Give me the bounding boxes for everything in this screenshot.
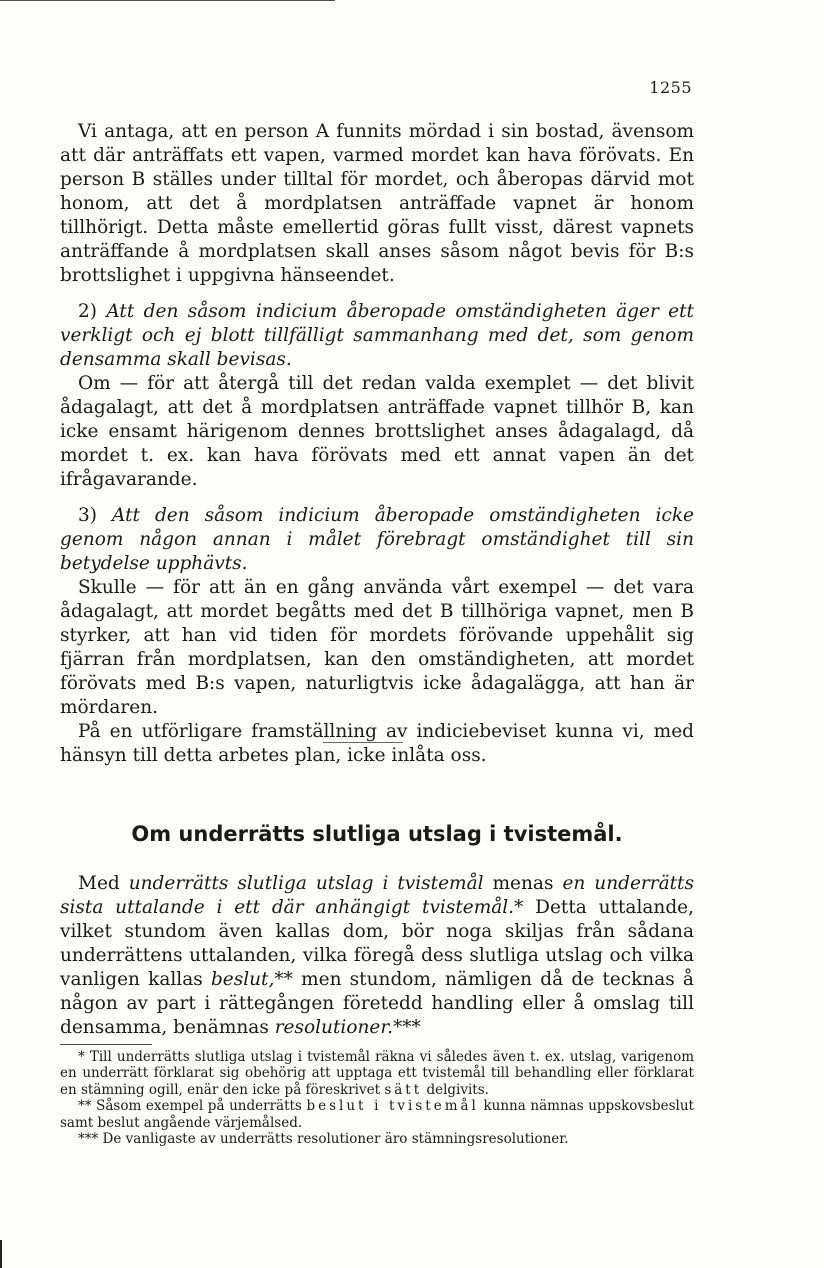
footnote-rule	[60, 1044, 152, 1045]
section-heading: Om underrätts slutliga utslag i tvistemål.	[131, 822, 623, 846]
condition-number: 3)	[78, 505, 97, 526]
text-run: menas	[492, 873, 554, 894]
paragraph-closing: På en utförligare framställning av indiciebeviset kunna vi, med hänsyn till detta arbetes plan, icke inlåta oss.	[60, 721, 694, 766]
spaced-word: sätt	[384, 1081, 423, 1098]
footnote-text: delgivits.	[426, 1081, 489, 1098]
condition-text: Att den såsom indicium åberopade omständigheten icke genom någon annan i målet förebragt omständighet till sin betydelse upphävts.	[60, 505, 694, 574]
text-run: Med	[78, 873, 120, 894]
footnote-text: * Till underrätts slutliga utslag i tvistemål räkna vi således även t. ex. utslag, varigenom en underrätt förklarat sig obehörig att upptaga ett tvistemål till behandling eller förklarat en stämning ogill, enär den icke på föreskrivet	[60, 1049, 694, 1098]
paragraph-example: Vi antaga, att en person A funnits mördad i sin bostad, ävensom att där anträffats ett vapen, varmed mordet kan hava förövats. En person B ställes under tilltal för mordet, och åberopas därvid mot honom, att det å mordplatsen anträffade vapnet är honom tillhörigt. Detta måste emellertid göras fullt visst, därest vapnets anträffande å mordplatsen skall anses såsom något bevis för B:s brottslighet i uppgivna hänseendet.	[60, 121, 694, 286]
condition-2	[60, 300, 694, 372]
page-number: 1255	[649, 78, 692, 97]
condition-text: Att den såsom indicium åberopade omständigheten äger ett verkligt och ej blott tillfälligt sammanhang med det, som genom densamma skall bevisas.	[60, 301, 694, 370]
section-divider	[323, 742, 403, 743]
section-text	[60, 872, 694, 1040]
paragraph-example-2: Om — för att återgå till det redan valda exemplet — det blivit ådagalagt, att det å mordplatsen anträffade vapnet tillhör B, kan icke ensamt härigenom dennes brottslighet anses ådagalagd, då mordet t. ex. kan hava förövats med ett annat vapen än det ifrågavarande.	[60, 373, 694, 490]
condition-3	[60, 504, 694, 576]
text-run: Detta uttalande, vilket stundom även kallas dom, bör noga skiljas från sådana underrättens uttalanden, vilka föregå dess slutliga utslag och vilka vanligen kallas	[60, 897, 694, 990]
italic-definition: en underrätts sista uttalande i ett där anhängigt tvistemål.*	[60, 873, 694, 918]
italic-term: resolutioner.***	[274, 1017, 421, 1038]
footnote-2	[60, 1098, 694, 1131]
main-text	[60, 120, 694, 768]
section-paragraph	[60, 872, 694, 1040]
footnotes	[60, 1049, 694, 1147]
scan-edge-mark	[0, 1240, 2, 1268]
spaced-word: beslut i tvistemål	[306, 1098, 479, 1115]
italic-term: underrätts slutliga utslag i tvistemål	[128, 873, 484, 894]
text-run: men stundom, nämligen då de tecknas å någon av part i rättegången företedd handling eller å omslag till densamma, benämnas	[60, 969, 694, 1038]
paragraph-example-3: Skulle — för att än en gång använda vårt exempel — det vara ådagalagt, att mordet begåtts med det B tillhöriga vapnet, men B styrker, att han vid tiden för mordets förövande uppehålit sig fjärran från mordplatsen, kan den omständigheten, att mordet förövats med B:s vapen, naturligtvis icke ådagalägga, att han är mördaren.	[60, 577, 694, 718]
footnote-text: kunna nämnas uppskovsbeslut samt beslut angående värjemålsed.	[60, 1098, 694, 1131]
footnote-text: ** Såsom exempel på underrätts	[78, 1098, 302, 1115]
condition-number: 2)	[78, 301, 97, 322]
footnote-1	[60, 1049, 694, 1098]
footnote-3: *** De vanligaste av underrätts resolutioner äro stämningsresolutioner.	[78, 1131, 569, 1148]
italic-term: beslut,**	[210, 969, 293, 990]
scan-edge-line	[0, 0, 335, 1]
